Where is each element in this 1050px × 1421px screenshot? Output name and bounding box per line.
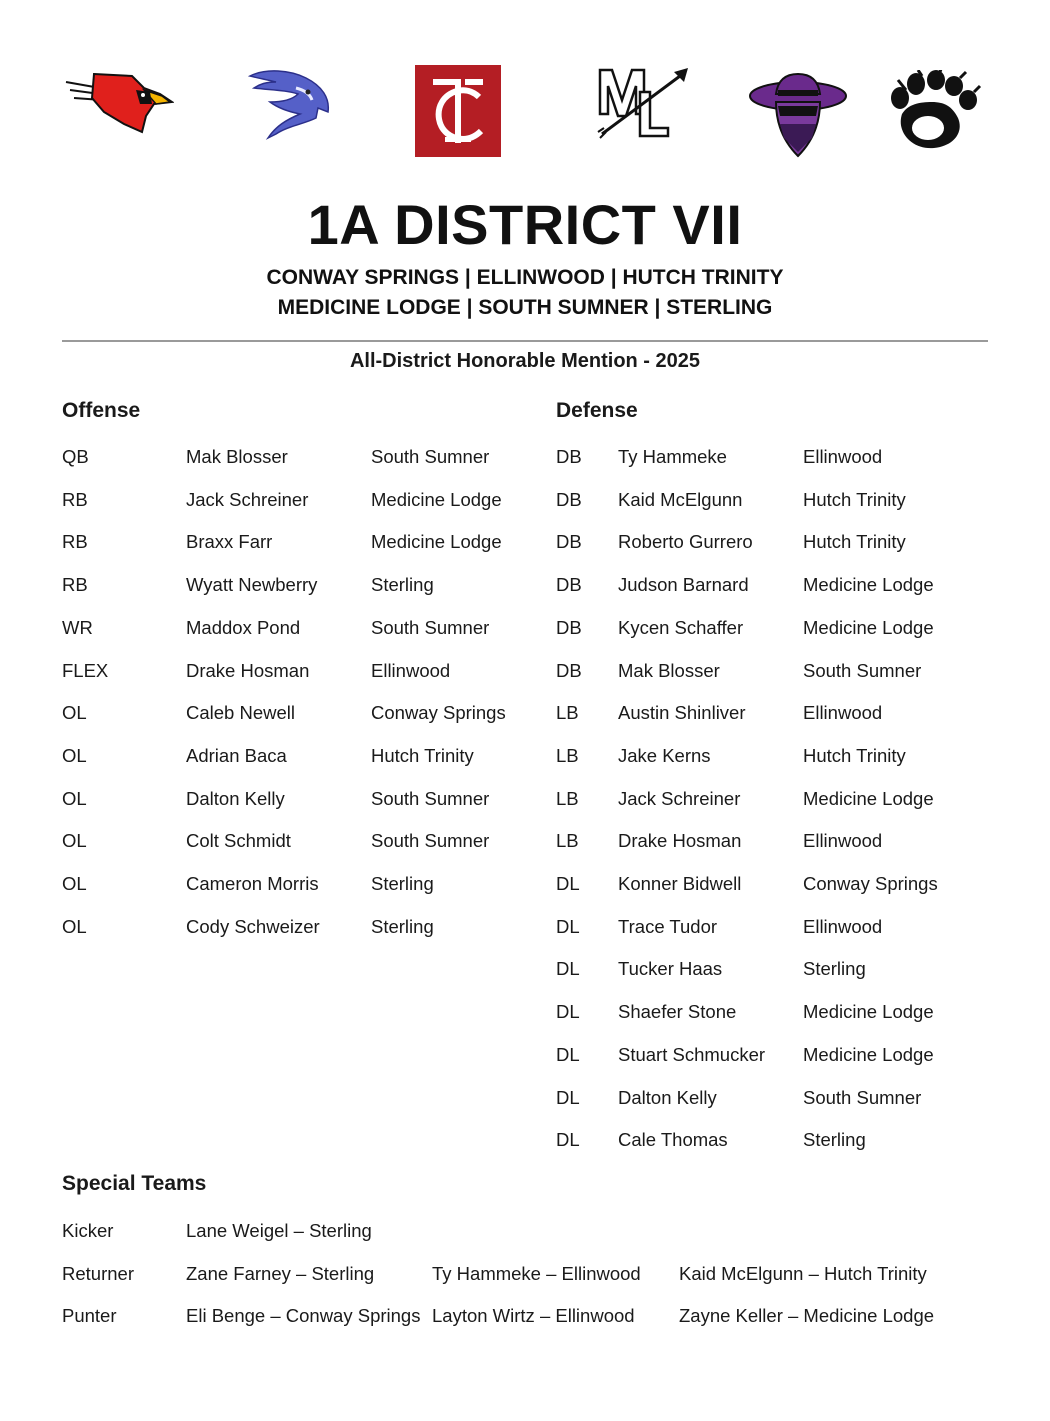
special-teams-row-entry: Kaid McElgunn – Hutch Trinity (679, 1262, 927, 1284)
defense-row-school: Hutch Trinity (803, 531, 906, 553)
offense-row-player: Braxx Farr (186, 531, 273, 553)
offense-row-player: Drake Hosman (186, 659, 310, 681)
offense-row-player: Maddox Pond (186, 616, 301, 638)
defense-row-player: Roberto Gurrero (618, 531, 753, 553)
offense-row-position: RB (62, 531, 88, 553)
defense-row-position: DL (556, 1086, 580, 1108)
special-teams-row-entry: Zayne Keller – Medicine Lodge (679, 1305, 935, 1327)
defense-row-school: Medicine Lodge (803, 574, 934, 596)
defense-row-position: DB (556, 616, 582, 638)
offense-row-school: Hutch Trinity (371, 744, 474, 766)
defense-row-school: South Sumner (803, 659, 922, 681)
defense-row-player: Konner Bidwell (618, 873, 742, 894)
offense-row-school: Ellinwood (371, 659, 451, 681)
defense-row-school: Medicine Lodge (803, 787, 934, 809)
page-subtitle: All-District Honorable Mention - 2025 (349, 350, 701, 372)
offense-row-school: Sterling (371, 873, 434, 894)
defense-row-school: Hutch Trinity (803, 744, 906, 766)
defense-row-school: Ellinwood (803, 702, 883, 724)
defense-row-school: Ellinwood (803, 830, 883, 852)
offense-row-school: South Sumner (371, 616, 490, 638)
defense-row-position: DL (556, 1001, 580, 1023)
defense-row-player: Mak Blosser (618, 659, 720, 681)
defense-row-position: DB (556, 659, 582, 681)
defense-row-player: Stuart Schmucker (618, 1043, 766, 1065)
ml-arrow-monogram-icon (596, 66, 690, 142)
defense-row-school: South Sumner (803, 1086, 922, 1108)
defense-row-player: Ty Hammeke (618, 446, 727, 467)
special-teams-row-entry: Lane Weigel – Sterling (186, 1220, 372, 1241)
defense-row-school: Sterling (803, 1129, 866, 1151)
defense-row-position: LB (556, 702, 579, 724)
bandit-icon (748, 72, 848, 158)
defense-row-school: Ellinwood (803, 446, 883, 467)
offense-row-position: WR (62, 616, 93, 638)
special-teams-row-entry: Layton Wirtz – Ellinwood (432, 1305, 635, 1327)
offense-row-player: Wyatt Newberry (186, 574, 318, 596)
header-divider (62, 340, 988, 342)
offense-row-position: OL (62, 915, 87, 937)
defense-row-position: DB (556, 446, 582, 467)
special-teams-heading: Special Teams (62, 1172, 207, 1195)
tc-monogram-icon (415, 65, 501, 157)
defense-row-school: Conway Springs (803, 873, 938, 894)
offense-row-position: RB (62, 574, 88, 596)
defense-row-player: Jake Kerns (618, 744, 711, 766)
logo-row (0, 62, 1050, 162)
offense-row-school: Medicine Lodge (371, 531, 502, 553)
defense-row-school: Medicine Lodge (803, 1043, 934, 1065)
offense-row-school: South Sumner (371, 830, 490, 852)
offense-row-player: Caleb Newell (186, 702, 295, 724)
defense-row-player: Dalton Kelly (618, 1086, 717, 1108)
defense-row-position: DB (556, 531, 582, 553)
defense-heading: Defense (556, 399, 638, 422)
defense-row-school: Sterling (803, 958, 866, 980)
defense-row-school: Medicine Lodge (803, 1001, 934, 1023)
offense-row-school: South Sumner (371, 446, 490, 467)
defense-row-position: LB (556, 830, 579, 852)
offense-heading: Offense (62, 399, 141, 422)
defense-row-position: DL (556, 958, 580, 980)
defense-row-position: DL (556, 915, 580, 937)
offense-row-player: Dalton Kelly (186, 787, 285, 809)
offense-row-player: Jack Schreiner (186, 488, 309, 510)
defense-row-player: Cale Thomas (618, 1129, 728, 1151)
special-teams-row-position: Kicker (62, 1220, 114, 1241)
offense-row-player: Cameron Morris (186, 873, 319, 894)
offense-row-school: Sterling (371, 574, 434, 596)
offense-row-school: South Sumner (371, 787, 490, 809)
defense-row-position: DL (556, 1043, 580, 1065)
schools-line-1: CONWAY SPRINGS | ELLINWOOD | HUTCH TRINITY (266, 266, 784, 289)
defense-row-player: Trace Tudor (618, 915, 718, 937)
defense-row-player: Drake Hosman (618, 830, 742, 852)
special-teams-row-entry: Zane Farney – Sterling (186, 1262, 375, 1284)
defense-row-school: Medicine Lodge (803, 616, 934, 638)
defense-row-player: Tucker Haas (618, 958, 723, 980)
offense-row-position: OL (62, 873, 87, 894)
cardinal-icon (64, 68, 174, 134)
defense-row-position: DL (556, 873, 580, 894)
offense-row-position: QB (62, 446, 89, 467)
special-teams-row-position: Punter (62, 1305, 117, 1327)
defense-row-school: Hutch Trinity (803, 488, 906, 510)
offense-row-position: OL (62, 787, 87, 809)
defense-row-player: Shaefer Stone (618, 1001, 737, 1023)
offense-row-player: Cody Schweizer (186, 915, 320, 937)
offense-row-school: Sterling (371, 915, 434, 937)
offense-row-position: OL (62, 744, 87, 766)
special-teams-row-entry: Ty Hammeke – Ellinwood (432, 1262, 641, 1284)
offense-row-position: OL (62, 830, 87, 852)
offense-row-player: Colt Schmidt (186, 830, 291, 852)
defense-row-school: Ellinwood (803, 915, 883, 937)
offense-row-school: Medicine Lodge (371, 488, 502, 510)
eagle-icon (246, 68, 336, 140)
defense-row-player: Jack Schreiner (618, 787, 741, 809)
defense-row-position: LB (556, 787, 579, 809)
schools-line-2: MEDICINE LODGE | SOUTH SUMNER | STERLING (277, 296, 773, 319)
offense-row-position: FLEX (62, 659, 109, 681)
offense-row-player: Mak Blosser (186, 446, 288, 467)
defense-row-player: Austin Shinliver (618, 702, 746, 724)
defense-row-position: LB (556, 744, 579, 766)
special-teams-row-entry: Eli Benge – Conway Springs (186, 1305, 421, 1327)
offense-row-position: OL (62, 702, 87, 724)
defense-row-position: DB (556, 574, 582, 596)
offense-row-position: RB (62, 488, 88, 510)
defense-row-player: Kycen Schaffer (618, 616, 744, 638)
defense-row-position: DB (556, 488, 582, 510)
offense-row-player: Adrian Baca (186, 744, 287, 766)
defense-row-player: Judson Barnard (618, 574, 749, 596)
defense-row-position: DL (556, 1129, 580, 1151)
bear-paw-icon (888, 70, 982, 152)
special-teams-row-position: Returner (62, 1262, 134, 1284)
defense-row-player: Kaid McElgunn (618, 488, 743, 510)
page-title: 1A DISTRICT VII (307, 193, 743, 256)
offense-row-school: Conway Springs (371, 702, 506, 724)
